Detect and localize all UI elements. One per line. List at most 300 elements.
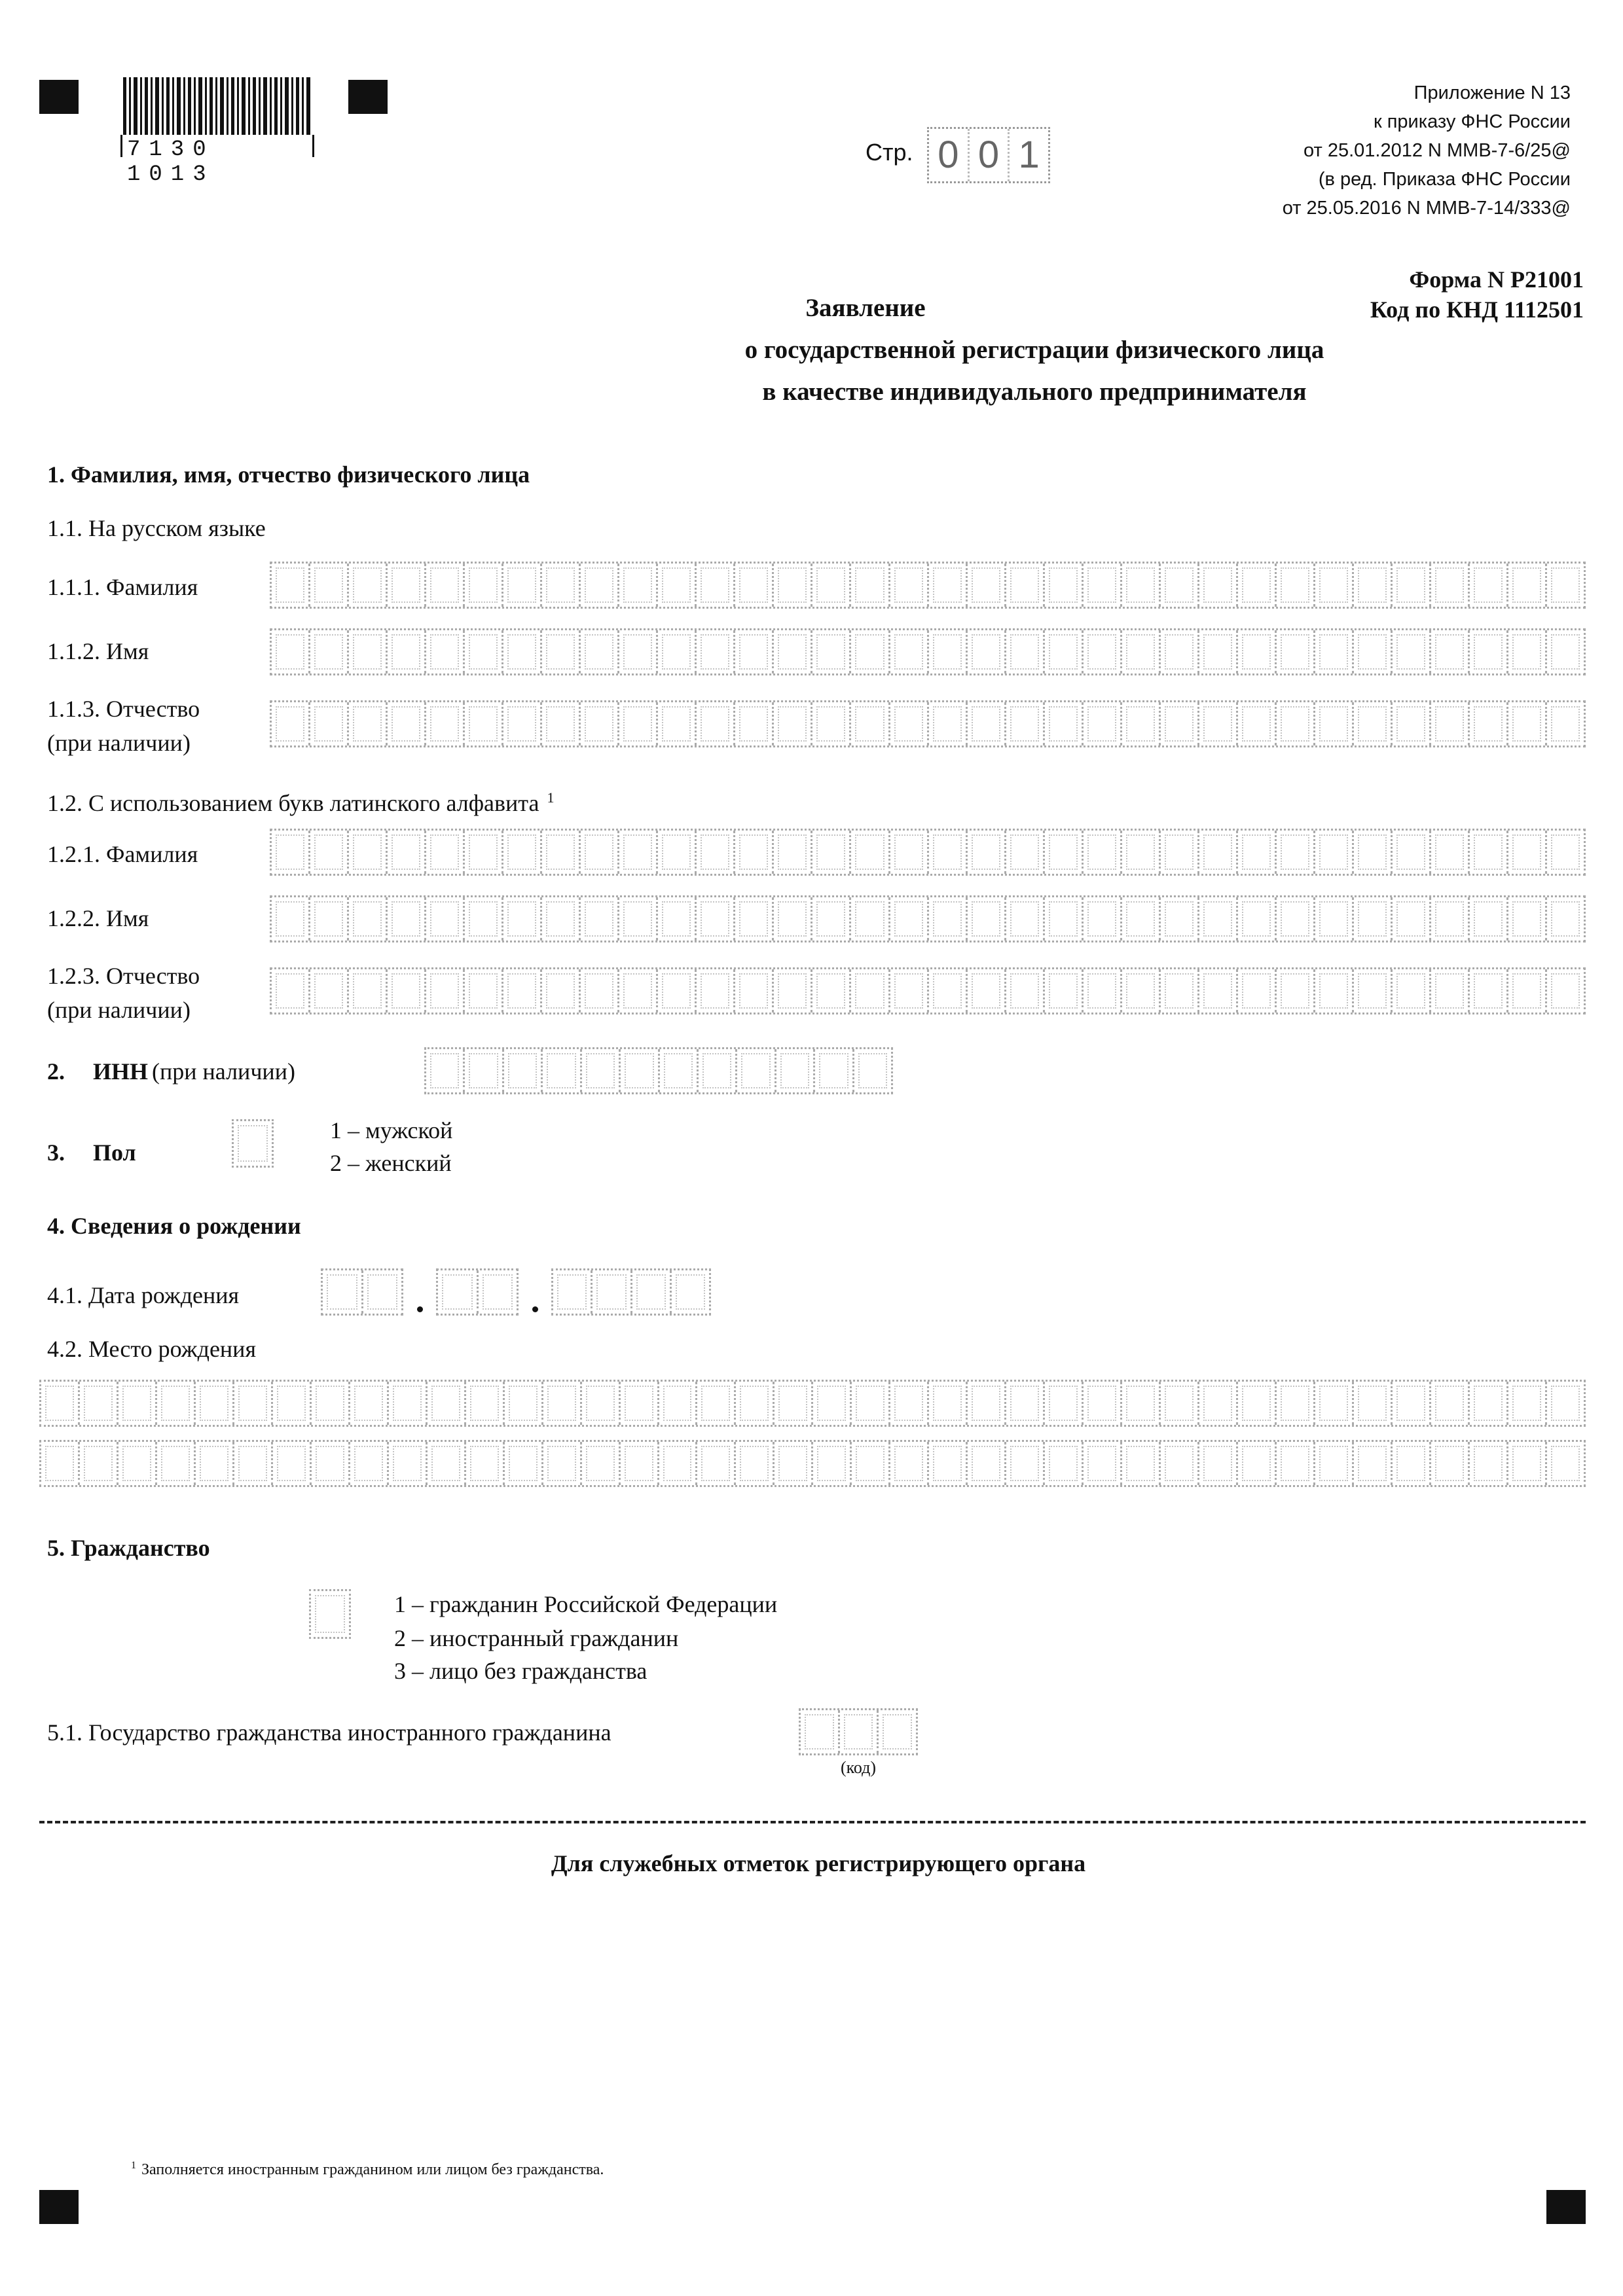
- char-cell[interactable]: [929, 564, 968, 607]
- char-cell[interactable]: [1277, 831, 1315, 874]
- char-cell[interactable]: [582, 1049, 621, 1092]
- char-cell[interactable]: [1508, 969, 1547, 1013]
- char-cell[interactable]: [968, 969, 1006, 1013]
- char-cell[interactable]: [1199, 897, 1238, 941]
- char-cell[interactable]: [1122, 564, 1161, 607]
- char-cell[interactable]: [1393, 831, 1431, 874]
- char-cell[interactable]: [774, 702, 812, 745]
- char-cell[interactable]: [503, 702, 542, 745]
- char-cell[interactable]: [503, 630, 542, 673]
- char-cell[interactable]: [388, 564, 426, 607]
- char-cell[interactable]: [310, 702, 349, 745]
- char-cell[interactable]: [658, 969, 697, 1013]
- char-cell[interactable]: [890, 969, 929, 1013]
- char-cell[interactable]: [426, 702, 465, 745]
- char-cell[interactable]: [619, 702, 658, 745]
- char-cell[interactable]: [1122, 1442, 1161, 1485]
- char-cell[interactable]: [389, 1442, 428, 1485]
- char-cell[interactable]: [968, 831, 1006, 874]
- char-cell[interactable]: [593, 1270, 632, 1314]
- char-cell[interactable]: [234, 1121, 272, 1166]
- char-cell[interactable]: [1315, 969, 1354, 1013]
- char-cell[interactable]: [272, 630, 310, 673]
- char-cell[interactable]: [1045, 1442, 1084, 1485]
- char-cell[interactable]: [697, 969, 735, 1013]
- char-cell[interactable]: [272, 897, 310, 941]
- char-cell[interactable]: [1238, 1442, 1277, 1485]
- char-cell[interactable]: [968, 564, 1006, 607]
- char-cell[interactable]: [697, 897, 735, 941]
- char-cell[interactable]: [1084, 630, 1122, 673]
- char-cell[interactable]: [503, 897, 542, 941]
- char-cell[interactable]: [426, 564, 465, 607]
- char-cell[interactable]: [851, 564, 890, 607]
- char-cell[interactable]: [349, 969, 388, 1013]
- char-cell[interactable]: [1508, 1442, 1547, 1485]
- char-cell[interactable]: [1547, 1382, 1584, 1425]
- char-cell[interactable]: [813, 1382, 852, 1425]
- char-cell[interactable]: [310, 564, 349, 607]
- char-cell[interactable]: [851, 897, 890, 941]
- char-cell[interactable]: [1470, 1382, 1508, 1425]
- char-cell[interactable]: [581, 630, 619, 673]
- birth-place-field-line-1[interactable]: [39, 1380, 1586, 1427]
- char-cell[interactable]: [1161, 1382, 1199, 1425]
- char-cell[interactable]: [505, 1382, 543, 1425]
- char-cell[interactable]: [426, 630, 465, 673]
- char-cell[interactable]: [1006, 969, 1045, 1013]
- char-cell[interactable]: [581, 969, 619, 1013]
- char-cell[interactable]: [465, 630, 503, 673]
- char-cell[interactable]: [968, 1442, 1006, 1485]
- char-cell[interactable]: [1045, 831, 1084, 874]
- char-cell[interactable]: [1470, 1442, 1508, 1485]
- ru-name-field[interactable]: [270, 628, 1586, 675]
- char-cell[interactable]: [774, 969, 812, 1013]
- char-cell[interactable]: [776, 1049, 815, 1092]
- char-cell[interactable]: [273, 1382, 312, 1425]
- lat-patronymic-field[interactable]: [270, 967, 1586, 1014]
- char-cell[interactable]: [619, 969, 658, 1013]
- char-cell[interactable]: [1006, 702, 1045, 745]
- char-cell[interactable]: [1547, 702, 1584, 745]
- char-cell[interactable]: [812, 702, 851, 745]
- char-cell[interactable]: [1006, 831, 1045, 874]
- char-cell[interactable]: [310, 969, 349, 1013]
- char-cell[interactable]: [619, 831, 658, 874]
- birth-month-field[interactable]: [436, 1268, 519, 1316]
- char-cell[interactable]: [157, 1382, 196, 1425]
- char-cell[interactable]: [1315, 1442, 1354, 1485]
- char-cell[interactable]: [968, 702, 1006, 745]
- char-cell[interactable]: [699, 1049, 737, 1092]
- char-cell[interactable]: [658, 702, 697, 745]
- char-cell[interactable]: [1431, 1382, 1470, 1425]
- char-cell[interactable]: [1161, 1442, 1199, 1485]
- char-cell[interactable]: [813, 1442, 852, 1485]
- char-cell[interactable]: [350, 1442, 389, 1485]
- char-cell[interactable]: [426, 969, 465, 1013]
- char-cell[interactable]: [852, 1442, 890, 1485]
- char-cell[interactable]: [543, 1382, 582, 1425]
- char-cell[interactable]: [272, 969, 310, 1013]
- char-cell[interactable]: [465, 1049, 503, 1092]
- char-cell[interactable]: [1161, 831, 1199, 874]
- char-cell[interactable]: [1084, 969, 1122, 1013]
- char-cell[interactable]: [968, 1382, 1006, 1425]
- ru-surname-field[interactable]: [270, 562, 1586, 609]
- char-cell[interactable]: [542, 897, 581, 941]
- char-cell[interactable]: [503, 969, 542, 1013]
- char-cell[interactable]: [619, 897, 658, 941]
- char-cell[interactable]: [736, 1442, 775, 1485]
- citizenship-field[interactable]: [309, 1589, 351, 1639]
- char-cell[interactable]: [1084, 702, 1122, 745]
- char-cell[interactable]: [542, 831, 581, 874]
- char-cell[interactable]: [389, 1382, 428, 1425]
- char-cell[interactable]: [735, 969, 774, 1013]
- char-cell[interactable]: [1508, 702, 1547, 745]
- char-cell[interactable]: [1393, 702, 1431, 745]
- char-cell[interactable]: [388, 969, 426, 1013]
- char-cell[interactable]: [929, 1382, 968, 1425]
- char-cell[interactable]: [1393, 630, 1431, 673]
- char-cell[interactable]: [349, 564, 388, 607]
- char-cell[interactable]: [1122, 1382, 1161, 1425]
- char-cell[interactable]: [1238, 630, 1277, 673]
- char-cell[interactable]: [465, 564, 503, 607]
- char-cell[interactable]: [157, 1442, 196, 1485]
- char-cell[interactable]: [1045, 564, 1084, 607]
- char-cell[interactable]: [388, 702, 426, 745]
- char-cell[interactable]: [1238, 969, 1277, 1013]
- char-cell[interactable]: [1508, 630, 1547, 673]
- char-cell[interactable]: [1393, 897, 1431, 941]
- inn-field[interactable]: [424, 1047, 893, 1094]
- char-cell[interactable]: [310, 630, 349, 673]
- char-cell[interactable]: [1161, 897, 1199, 941]
- char-cell[interactable]: [774, 630, 812, 673]
- char-cell[interactable]: [854, 1049, 891, 1092]
- char-cell[interactable]: [581, 564, 619, 607]
- char-cell[interactable]: [774, 831, 812, 874]
- char-cell[interactable]: [1508, 1382, 1547, 1425]
- char-cell[interactable]: [659, 1382, 698, 1425]
- char-cell[interactable]: [1315, 831, 1354, 874]
- char-cell[interactable]: [1431, 630, 1470, 673]
- char-cell[interactable]: [1045, 630, 1084, 673]
- char-cell[interactable]: [1470, 969, 1508, 1013]
- char-cell[interactable]: [1161, 702, 1199, 745]
- char-cell[interactable]: [1006, 1442, 1045, 1485]
- char-cell[interactable]: [812, 630, 851, 673]
- char-cell[interactable]: [735, 702, 774, 745]
- char-cell[interactable]: [1238, 897, 1277, 941]
- char-cell[interactable]: [1508, 564, 1547, 607]
- char-cell[interactable]: [658, 831, 697, 874]
- char-cell[interactable]: [1122, 630, 1161, 673]
- char-cell[interactable]: [890, 1442, 929, 1485]
- char-cell[interactable]: [1315, 702, 1354, 745]
- char-cell[interactable]: [812, 969, 851, 1013]
- page-number-field[interactable]: [927, 127, 1050, 183]
- char-cell[interactable]: [1431, 564, 1470, 607]
- char-cell[interactable]: [505, 1442, 543, 1485]
- char-cell[interactable]: [323, 1270, 363, 1314]
- char-cell[interactable]: [1045, 1382, 1084, 1425]
- char-cell[interactable]: [1006, 564, 1045, 607]
- char-cell[interactable]: [465, 897, 503, 941]
- char-cell[interactable]: [310, 897, 349, 941]
- char-cell[interactable]: [672, 1270, 709, 1314]
- char-cell[interactable]: [1199, 630, 1238, 673]
- char-cell[interactable]: [1084, 1382, 1122, 1425]
- char-cell[interactable]: [542, 969, 581, 1013]
- char-cell[interactable]: [851, 630, 890, 673]
- char-cell[interactable]: [737, 1049, 776, 1092]
- char-cell[interactable]: [41, 1442, 80, 1485]
- char-cell[interactable]: [735, 630, 774, 673]
- char-cell[interactable]: [466, 1442, 505, 1485]
- char-cell[interactable]: [196, 1382, 234, 1425]
- char-cell[interactable]: [1238, 564, 1277, 607]
- char-cell[interactable]: [426, 831, 465, 874]
- char-cell[interactable]: [196, 1442, 234, 1485]
- char-cell[interactable]: [1122, 969, 1161, 1013]
- char-cell[interactable]: [775, 1442, 813, 1485]
- char-cell[interactable]: [466, 1382, 505, 1425]
- char-cell[interactable]: [775, 1382, 813, 1425]
- char-cell[interactable]: [812, 831, 851, 874]
- char-cell[interactable]: [312, 1382, 350, 1425]
- birth-place-field-line-2[interactable]: [39, 1440, 1586, 1487]
- char-cell[interactable]: [851, 702, 890, 745]
- char-cell[interactable]: [735, 564, 774, 607]
- char-cell[interactable]: [1431, 702, 1470, 745]
- char-cell[interactable]: [1199, 564, 1238, 607]
- char-cell[interactable]: [1470, 831, 1508, 874]
- char-cell[interactable]: [553, 1270, 593, 1314]
- char-cell[interactable]: [697, 702, 735, 745]
- char-cell[interactable]: [1393, 1442, 1431, 1485]
- char-cell[interactable]: [542, 630, 581, 673]
- char-cell[interactable]: [879, 1710, 916, 1753]
- char-cell[interactable]: [1354, 702, 1393, 745]
- char-cell[interactable]: [234, 1382, 273, 1425]
- char-cell[interactable]: [388, 831, 426, 874]
- char-cell[interactable]: [774, 564, 812, 607]
- char-cell[interactable]: [1315, 564, 1354, 607]
- char-cell[interactable]: [815, 1049, 854, 1092]
- char-cell[interactable]: [929, 630, 968, 673]
- char-cell[interactable]: [543, 1049, 581, 1092]
- char-cell[interactable]: [1277, 897, 1315, 941]
- char-cell[interactable]: [1547, 1442, 1584, 1485]
- char-cell[interactable]: [1161, 969, 1199, 1013]
- char-cell[interactable]: [349, 831, 388, 874]
- char-cell[interactable]: [310, 831, 349, 874]
- char-cell[interactable]: [840, 1710, 879, 1753]
- char-cell[interactable]: [1354, 564, 1393, 607]
- char-cell[interactable]: [1354, 897, 1393, 941]
- char-cell[interactable]: [1006, 897, 1045, 941]
- char-cell[interactable]: [349, 702, 388, 745]
- char-cell[interactable]: [119, 1442, 157, 1485]
- char-cell[interactable]: [890, 630, 929, 673]
- char-cell[interactable]: [1547, 630, 1584, 673]
- char-cell[interactable]: [581, 831, 619, 874]
- char-cell[interactable]: [697, 1382, 736, 1425]
- foreign-state-code-field[interactable]: [799, 1708, 918, 1755]
- char-cell[interactable]: [1238, 831, 1277, 874]
- char-cell[interactable]: [1508, 831, 1547, 874]
- char-cell[interactable]: [1470, 630, 1508, 673]
- char-cell[interactable]: [658, 564, 697, 607]
- char-cell[interactable]: [659, 1442, 698, 1485]
- char-cell[interactable]: [929, 831, 968, 874]
- char-cell[interactable]: [890, 1382, 929, 1425]
- char-cell[interactable]: [658, 630, 697, 673]
- char-cell[interactable]: [479, 1270, 517, 1314]
- char-cell[interactable]: [1393, 1382, 1431, 1425]
- char-cell[interactable]: [812, 564, 851, 607]
- char-cell[interactable]: [1354, 1382, 1393, 1425]
- char-cell[interactable]: [1199, 1442, 1238, 1485]
- char-cell[interactable]: [929, 897, 968, 941]
- char-cell[interactable]: [1277, 1382, 1315, 1425]
- char-cell[interactable]: [311, 1591, 349, 1637]
- char-cell[interactable]: [1199, 969, 1238, 1013]
- char-cell[interactable]: [851, 969, 890, 1013]
- char-cell[interactable]: [736, 1382, 775, 1425]
- char-cell[interactable]: [272, 702, 310, 745]
- char-cell[interactable]: [1547, 897, 1584, 941]
- char-cell[interactable]: [426, 897, 465, 941]
- char-cell[interactable]: [1277, 564, 1315, 607]
- char-cell[interactable]: [542, 702, 581, 745]
- char-cell[interactable]: [312, 1442, 350, 1485]
- char-cell[interactable]: [929, 969, 968, 1013]
- char-cell[interactable]: [503, 831, 542, 874]
- char-cell[interactable]: [272, 831, 310, 874]
- birth-day-field[interactable]: [321, 1268, 403, 1316]
- char-cell[interactable]: [119, 1382, 157, 1425]
- char-cell[interactable]: [1006, 630, 1045, 673]
- char-cell[interactable]: [852, 1382, 890, 1425]
- char-cell[interactable]: [1277, 1442, 1315, 1485]
- char-cell[interactable]: [80, 1442, 119, 1485]
- ru-patronymic-field[interactable]: [270, 700, 1586, 747]
- gender-field[interactable]: [232, 1119, 274, 1168]
- char-cell[interactable]: [1277, 702, 1315, 745]
- birth-year-field[interactable]: [551, 1268, 711, 1316]
- char-cell[interactable]: [697, 1442, 736, 1485]
- char-cell[interactable]: [890, 564, 929, 607]
- char-cell[interactable]: [350, 1382, 389, 1425]
- char-cell[interactable]: [660, 1049, 699, 1092]
- char-cell[interactable]: [801, 1710, 840, 1753]
- char-cell[interactable]: [542, 564, 581, 607]
- lat-surname-field[interactable]: [270, 829, 1586, 876]
- char-cell[interactable]: [1238, 1382, 1277, 1425]
- char-cell[interactable]: [1431, 969, 1470, 1013]
- char-cell[interactable]: [735, 897, 774, 941]
- char-cell[interactable]: [1354, 630, 1393, 673]
- char-cell[interactable]: [465, 831, 503, 874]
- char-cell[interactable]: [1045, 897, 1084, 941]
- char-cell[interactable]: [1470, 702, 1508, 745]
- char-cell[interactable]: [234, 1442, 273, 1485]
- char-cell[interactable]: [581, 702, 619, 745]
- char-cell[interactable]: [465, 702, 503, 745]
- char-cell[interactable]: [1199, 702, 1238, 745]
- char-cell[interactable]: [41, 1382, 80, 1425]
- char-cell[interactable]: [968, 630, 1006, 673]
- char-cell[interactable]: [697, 564, 735, 607]
- char-cell[interactable]: [658, 897, 697, 941]
- char-cell[interactable]: [581, 897, 619, 941]
- char-cell[interactable]: [504, 1049, 543, 1092]
- char-cell[interactable]: [1084, 1442, 1122, 1485]
- lat-name-field[interactable]: [270, 895, 1586, 942]
- char-cell[interactable]: [890, 702, 929, 745]
- char-cell[interactable]: [621, 1442, 659, 1485]
- char-cell[interactable]: [503, 564, 542, 607]
- char-cell[interactable]: [1084, 564, 1122, 607]
- char-cell[interactable]: [619, 630, 658, 673]
- char-cell[interactable]: [1431, 831, 1470, 874]
- char-cell[interactable]: [1470, 564, 1508, 607]
- char-cell[interactable]: [1547, 564, 1584, 607]
- char-cell[interactable]: [621, 1049, 659, 1092]
- char-cell[interactable]: [929, 1442, 968, 1485]
- char-cell[interactable]: [697, 831, 735, 874]
- char-cell[interactable]: [426, 1049, 465, 1092]
- char-cell[interactable]: [1277, 969, 1315, 1013]
- char-cell[interactable]: [1084, 831, 1122, 874]
- char-cell[interactable]: [1393, 969, 1431, 1013]
- char-cell[interactable]: [890, 897, 929, 941]
- char-cell[interactable]: [1045, 969, 1084, 1013]
- char-cell[interactable]: [1006, 1382, 1045, 1425]
- char-cell[interactable]: [582, 1442, 621, 1485]
- char-cell[interactable]: [1354, 969, 1393, 1013]
- char-cell[interactable]: [1199, 831, 1238, 874]
- char-cell[interactable]: [1470, 897, 1508, 941]
- char-cell[interactable]: [1393, 564, 1431, 607]
- char-cell[interactable]: [619, 564, 658, 607]
- char-cell[interactable]: [1277, 630, 1315, 673]
- char-cell[interactable]: [1431, 1442, 1470, 1485]
- char-cell[interactable]: [735, 831, 774, 874]
- char-cell[interactable]: [1547, 831, 1584, 874]
- char-cell[interactable]: [1122, 897, 1161, 941]
- char-cell[interactable]: [465, 969, 503, 1013]
- char-cell[interactable]: [1161, 630, 1199, 673]
- char-cell[interactable]: [272, 564, 310, 607]
- char-cell[interactable]: [1084, 897, 1122, 941]
- char-cell[interactable]: [349, 630, 388, 673]
- char-cell[interactable]: [388, 897, 426, 941]
- char-cell[interactable]: [929, 702, 968, 745]
- char-cell[interactable]: [1547, 969, 1584, 1013]
- char-cell[interactable]: [1199, 1382, 1238, 1425]
- char-cell[interactable]: [273, 1442, 312, 1485]
- char-cell[interactable]: [1161, 564, 1199, 607]
- char-cell[interactable]: [363, 1270, 402, 1314]
- char-cell[interactable]: [1122, 831, 1161, 874]
- char-cell[interactable]: [428, 1442, 466, 1485]
